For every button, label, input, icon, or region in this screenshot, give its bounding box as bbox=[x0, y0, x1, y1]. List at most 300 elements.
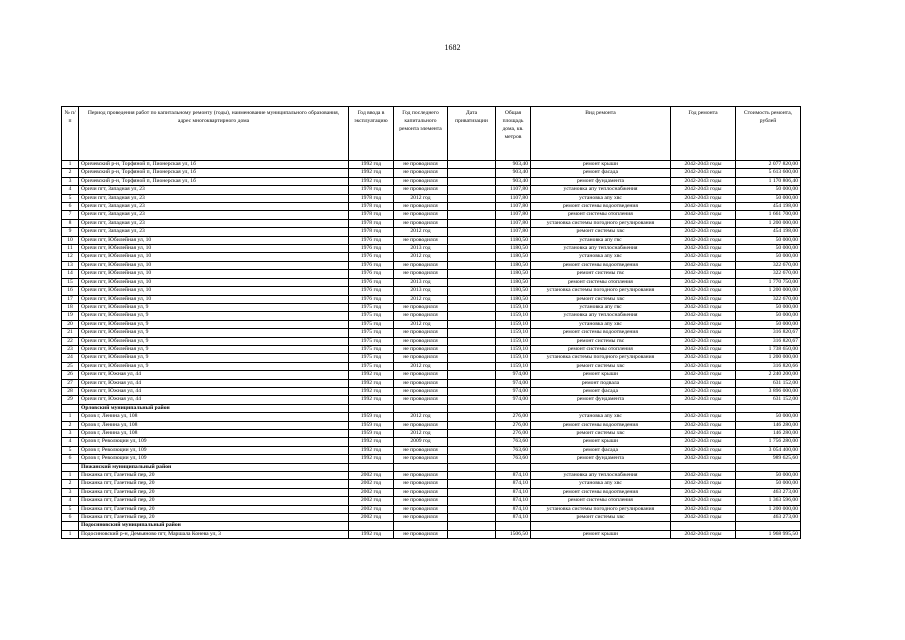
row-cost: 2 240 200,00 bbox=[736, 371, 801, 379]
row-last-repair: не проводился bbox=[394, 371, 448, 379]
row-address: Оричи пгт, Юбилейная ул, 10 bbox=[79, 287, 349, 295]
row-address: Оричевский р-н, Торфяной п, Пионерская ул, 1б bbox=[79, 177, 349, 185]
row-last-repair: не проводился bbox=[394, 472, 448, 480]
table-row bbox=[62, 497, 801, 505]
row-repair-type: установка апу хвс bbox=[531, 320, 671, 328]
table-row bbox=[62, 203, 801, 211]
row-last-repair: не проводился bbox=[394, 303, 448, 311]
row-last-repair: не проводился bbox=[394, 446, 448, 454]
row-area: 763,60 bbox=[496, 455, 531, 463]
row-repair-type: ремонт фасада bbox=[531, 169, 671, 177]
row-privatization bbox=[448, 329, 496, 337]
row-last-repair: 2012 год bbox=[394, 320, 448, 328]
section-empty-cell bbox=[349, 463, 394, 471]
row-cost: 50 000,00 bbox=[736, 413, 801, 421]
row-built: 2002 год bbox=[349, 505, 394, 513]
row-repair-year: 2042-2043 годы bbox=[671, 354, 736, 362]
row-area: 1159,10 bbox=[496, 329, 531, 337]
row-privatization bbox=[448, 270, 496, 278]
row-repair-type: установка апу теплоснабжения bbox=[531, 472, 671, 480]
table-row bbox=[62, 455, 801, 463]
section-row bbox=[62, 463, 801, 471]
row-cost: 322 670,00 bbox=[736, 270, 801, 278]
row-privatization bbox=[448, 345, 496, 353]
row-built: 1976 год bbox=[349, 261, 394, 269]
row-privatization bbox=[448, 396, 496, 404]
row-last-repair: не проводился bbox=[394, 497, 448, 505]
table-body bbox=[62, 161, 801, 539]
row-privatization bbox=[448, 194, 496, 202]
row-address: Пижанка пгт, Газетный пер, 20 bbox=[79, 488, 349, 496]
row-address: Орлов г, Ленина ул, 108 bbox=[79, 421, 349, 429]
row-last-repair: 2013 год bbox=[394, 278, 448, 286]
table-row bbox=[62, 320, 801, 328]
table-row bbox=[62, 413, 801, 421]
row-num: 5 bbox=[62, 194, 79, 202]
row-num: 3 bbox=[62, 488, 79, 496]
row-num: 5 bbox=[62, 446, 79, 454]
table-row bbox=[62, 379, 801, 387]
table-row bbox=[62, 337, 801, 345]
row-cost: 463 273,00 bbox=[736, 488, 801, 496]
row-repair-type: ремонт системы отопления bbox=[531, 211, 671, 219]
row-last-repair: не проводился bbox=[394, 354, 448, 362]
table-row bbox=[62, 530, 801, 538]
section-num-cell bbox=[62, 522, 79, 530]
row-repair-year: 2042-2043 годы bbox=[671, 472, 736, 480]
row-num: 19 bbox=[62, 312, 79, 320]
row-repair-type: ремонт системы хвс bbox=[531, 295, 671, 303]
row-last-repair: не проводился bbox=[394, 203, 448, 211]
repair-register-table bbox=[61, 106, 801, 539]
row-privatization bbox=[448, 261, 496, 269]
row-repair-type: установка апу теплоснабжения bbox=[531, 312, 671, 320]
row-num: 4 bbox=[62, 186, 79, 194]
section-empty-cell bbox=[736, 404, 801, 412]
row-repair-type: ремонт крыши bbox=[531, 530, 671, 538]
row-last-repair: не проводился bbox=[394, 345, 448, 353]
row-last-repair: 2012 год bbox=[394, 295, 448, 303]
row-repair-type: установка системы погодного регулирования bbox=[531, 354, 671, 362]
row-repair-year: 2042-2043 годы bbox=[671, 295, 736, 303]
header-last-repair: Год последнего капитального ремонта элемента bbox=[394, 107, 448, 161]
row-privatization bbox=[448, 312, 496, 320]
row-address: Оричи пгт, Юбилейная ул, 10 bbox=[79, 295, 349, 303]
row-built: 1978 год bbox=[349, 228, 394, 236]
row-built: 1992 год bbox=[349, 530, 394, 538]
row-privatization bbox=[448, 472, 496, 480]
row-num: 6 bbox=[62, 455, 79, 463]
row-repair-type: установка апу хвс bbox=[531, 253, 671, 261]
row-privatization bbox=[448, 228, 496, 236]
row-built: 1992 год bbox=[349, 177, 394, 185]
row-area: 1159,10 bbox=[496, 362, 531, 370]
row-last-repair: не проводился bbox=[394, 236, 448, 244]
row-cost: 50 000,00 bbox=[736, 194, 801, 202]
row-address: Пижанка пгт, Газетный пер, 20 bbox=[79, 472, 349, 480]
section-title: Подосиновский муниципальный район bbox=[79, 522, 349, 530]
table-row bbox=[62, 219, 801, 227]
row-privatization bbox=[448, 211, 496, 219]
row-cost: 50 000,00 bbox=[736, 312, 801, 320]
row-repair-year: 2042-2043 годы bbox=[671, 261, 736, 269]
row-num: 5 bbox=[62, 505, 79, 513]
table-row bbox=[62, 245, 801, 253]
row-last-repair: 2013 год bbox=[394, 245, 448, 253]
row-area: 974,00 bbox=[496, 396, 531, 404]
row-privatization bbox=[448, 219, 496, 227]
row-repair-type: установка апу гвс bbox=[531, 236, 671, 244]
row-repair-year: 2042-2043 годы bbox=[671, 203, 736, 211]
row-cost: 50 000,00 bbox=[736, 472, 801, 480]
table-row bbox=[62, 312, 801, 320]
section-empty-cell bbox=[394, 404, 448, 412]
row-area: 763,60 bbox=[496, 446, 531, 454]
row-last-repair: не проводился bbox=[394, 211, 448, 219]
row-area: 1180,50 bbox=[496, 245, 531, 253]
row-cost: 631 152,00 bbox=[736, 396, 801, 404]
row-built: 1992 год bbox=[349, 169, 394, 177]
row-built: 1992 год bbox=[349, 446, 394, 454]
row-cost: 1 661 700,00 bbox=[736, 211, 801, 219]
row-area: 1506,50 bbox=[496, 530, 531, 538]
row-repair-year: 2042-2043 годы bbox=[671, 371, 736, 379]
row-address: Оричи пгт, Юбилейная ул, 10 bbox=[79, 236, 349, 244]
row-built: 1976 год bbox=[349, 287, 394, 295]
table-row bbox=[62, 488, 801, 496]
section-num-cell bbox=[62, 463, 79, 471]
row-repair-type: установка апу теплоснабжения bbox=[531, 245, 671, 253]
row-last-repair: 2012 год bbox=[394, 413, 448, 421]
row-built: 1975 год bbox=[349, 354, 394, 362]
row-address: Оричи пгт, Юбилейная ул, 9 bbox=[79, 354, 349, 362]
row-built: 1992 год bbox=[349, 396, 394, 404]
row-area: 874,10 bbox=[496, 472, 531, 480]
row-last-repair: не проводился bbox=[394, 455, 448, 463]
row-area: 1107,80 bbox=[496, 211, 531, 219]
section-empty-cell bbox=[394, 463, 448, 471]
row-address: Оричи пгт, Южная ул, 44 bbox=[79, 379, 349, 387]
row-built: 2002 год bbox=[349, 480, 394, 488]
row-area: 974,00 bbox=[496, 379, 531, 387]
row-address: Оричи пгт, Южная ул, 44 bbox=[79, 387, 349, 395]
row-repair-type: установка апу хвс bbox=[531, 194, 671, 202]
row-cost: 50 000,00 bbox=[736, 253, 801, 261]
row-address: Оричи пгт, Юбилейная ул, 10 bbox=[79, 261, 349, 269]
row-repair-type: ремонт фундамента bbox=[531, 177, 671, 185]
header-area: Общая площадь дома, кв. метров bbox=[496, 107, 531, 161]
row-built: 1959 год bbox=[349, 413, 394, 421]
row-area: 1159,10 bbox=[496, 303, 531, 311]
row-privatization bbox=[448, 430, 496, 438]
row-privatization bbox=[448, 161, 496, 169]
section-empty-cell bbox=[349, 522, 394, 530]
section-row bbox=[62, 522, 801, 530]
row-privatization bbox=[448, 455, 496, 463]
row-last-repair: не проводился bbox=[394, 169, 448, 177]
row-cost: 1 200 000,00 bbox=[736, 287, 801, 295]
row-privatization bbox=[448, 245, 496, 253]
row-area: 276,00 bbox=[496, 430, 531, 438]
row-num: 25 bbox=[62, 362, 79, 370]
row-repair-year: 2042-2043 годы bbox=[671, 278, 736, 286]
row-built: 1975 год bbox=[349, 337, 394, 345]
row-repair-year: 2042-2043 годы bbox=[671, 345, 736, 353]
row-area: 974,00 bbox=[496, 387, 531, 395]
row-area: 276,00 bbox=[496, 421, 531, 429]
row-address: Пижанка пгт, Газетный пер, 20 bbox=[79, 497, 349, 505]
row-repair-year: 2042-2043 годы bbox=[671, 287, 736, 295]
row-cost: 146 280,00 bbox=[736, 430, 801, 438]
row-num: 23 bbox=[62, 345, 79, 353]
row-repair-year: 2042-2043 годы bbox=[671, 312, 736, 320]
row-cost: 1 200 000,00 bbox=[736, 354, 801, 362]
row-privatization bbox=[448, 480, 496, 488]
row-last-repair: 2009 год bbox=[394, 438, 448, 446]
row-num: 9 bbox=[62, 228, 79, 236]
row-repair-type: ремонт фасада bbox=[531, 446, 671, 454]
row-privatization bbox=[448, 177, 496, 185]
row-last-repair: не проводился bbox=[394, 488, 448, 496]
row-cost: 322 670,00 bbox=[736, 295, 801, 303]
row-repair-type: установка системы погодного регулирования bbox=[531, 287, 671, 295]
row-built: 1976 год bbox=[349, 253, 394, 261]
table-row bbox=[62, 236, 801, 244]
row-cost: 631 152,00 bbox=[736, 379, 801, 387]
table-row bbox=[62, 253, 801, 261]
row-repair-year: 2042-2043 годы bbox=[671, 236, 736, 244]
row-privatization bbox=[448, 488, 496, 496]
row-num: 26 bbox=[62, 371, 79, 379]
row-last-repair: 2012 год bbox=[394, 228, 448, 236]
row-cost: 463 273,00 bbox=[736, 514, 801, 522]
row-area: 874,10 bbox=[496, 497, 531, 505]
row-built: 1975 год bbox=[349, 312, 394, 320]
row-cost: 454 198,00 bbox=[736, 228, 801, 236]
row-repair-type: ремонт подвала bbox=[531, 379, 671, 387]
row-privatization bbox=[448, 362, 496, 370]
table-row bbox=[62, 211, 801, 219]
row-num: 1 bbox=[62, 530, 79, 538]
row-last-repair: не проводился bbox=[394, 270, 448, 278]
row-built: 1976 год bbox=[349, 245, 394, 253]
row-last-repair: не проводился bbox=[394, 379, 448, 387]
row-last-repair: не проводился bbox=[394, 514, 448, 522]
row-built: 2002 год bbox=[349, 514, 394, 522]
row-last-repair: 2012 год bbox=[394, 194, 448, 202]
row-area: 874,10 bbox=[496, 480, 531, 488]
row-last-repair: не проводился bbox=[394, 312, 448, 320]
table-row bbox=[62, 278, 801, 286]
row-last-repair: не проводился bbox=[394, 329, 448, 337]
row-repair-type: установка системы погодного регулирования bbox=[531, 219, 671, 227]
row-address: Орлов г, Революции ул, 109 bbox=[79, 438, 349, 446]
row-num: 24 bbox=[62, 354, 79, 362]
table-row bbox=[62, 387, 801, 395]
row-repair-year: 2042-2043 годы bbox=[671, 430, 736, 438]
row-repair-year: 2042-2043 годы bbox=[671, 387, 736, 395]
row-cost: 316 820,67 bbox=[736, 337, 801, 345]
row-cost: 1 170 806,40 bbox=[736, 177, 801, 185]
table-row bbox=[62, 177, 801, 185]
row-area: 1159,10 bbox=[496, 337, 531, 345]
section-row bbox=[62, 404, 801, 412]
row-repair-year: 2042-2043 годы bbox=[671, 362, 736, 370]
row-address: Оричи пгт, Западная ул, 23 bbox=[79, 211, 349, 219]
row-repair-type: ремонт системы хвс bbox=[531, 228, 671, 236]
row-address: Оричи пгт, Юбилейная ул, 10 bbox=[79, 278, 349, 286]
row-cost: 3 896 000,00 bbox=[736, 387, 801, 395]
row-area: 1159,10 bbox=[496, 354, 531, 362]
row-repair-year: 2042-2043 годы bbox=[671, 337, 736, 345]
row-repair-type: ремонт системы отопления bbox=[531, 497, 671, 505]
row-cost: 1 200 000,00 bbox=[736, 219, 801, 227]
row-num: 2 bbox=[62, 169, 79, 177]
row-cost: 454 198,00 bbox=[736, 203, 801, 211]
row-last-repair: 2012 год bbox=[394, 253, 448, 261]
row-repair-year: 2042-2043 годы bbox=[671, 530, 736, 538]
row-cost: 1 756 280,00 bbox=[736, 438, 801, 446]
row-num: 2 bbox=[62, 480, 79, 488]
row-last-repair: не проводился bbox=[394, 421, 448, 429]
table-row bbox=[62, 438, 801, 446]
row-repair-type: ремонт системы водоотведения bbox=[531, 421, 671, 429]
header-address: Период проведения работ по капитальному ремонту (годы), наименование муниципального образования, адрес многоквартирного дома bbox=[79, 107, 349, 161]
row-repair-year: 2042-2043 годы bbox=[671, 413, 736, 421]
row-num: 28 bbox=[62, 387, 79, 395]
section-empty-cell bbox=[496, 404, 531, 412]
row-repair-type: ремонт крыши bbox=[531, 438, 671, 446]
row-built: 1976 год bbox=[349, 278, 394, 286]
row-last-repair: 2013 год bbox=[394, 287, 448, 295]
table-row bbox=[62, 362, 801, 370]
row-last-repair: не проводился bbox=[394, 387, 448, 395]
page-number: 1682 bbox=[444, 43, 461, 52]
row-built: 2002 год bbox=[349, 472, 394, 480]
row-built: 2002 год bbox=[349, 488, 394, 496]
row-repair-year: 2042-2043 годы bbox=[671, 488, 736, 496]
row-built: 1992 год bbox=[349, 161, 394, 169]
row-repair-type: установка апу хвс bbox=[531, 480, 671, 488]
section-empty-cell bbox=[671, 404, 736, 412]
row-num: 15 bbox=[62, 278, 79, 286]
row-repair-year: 2042-2043 годы bbox=[671, 455, 736, 463]
header-num: № п/п bbox=[62, 107, 79, 161]
row-cost: 989 625,60 bbox=[736, 455, 801, 463]
row-num: 12 bbox=[62, 253, 79, 261]
row-area: 1180,50 bbox=[496, 278, 531, 286]
row-repair-type: ремонт системы водоотведения bbox=[531, 261, 671, 269]
row-privatization bbox=[448, 387, 496, 395]
table-row bbox=[62, 421, 801, 429]
row-repair-type: ремонт системы гвс bbox=[531, 270, 671, 278]
row-privatization bbox=[448, 203, 496, 211]
row-repair-type: установка апу хвс bbox=[531, 413, 671, 421]
row-repair-type: ремонт системы отопления bbox=[531, 278, 671, 286]
row-num: 10 bbox=[62, 236, 79, 244]
row-address: Оричи пгт, Юбилейная ул, 10 bbox=[79, 253, 349, 261]
table-header-row bbox=[62, 107, 801, 161]
row-privatization bbox=[448, 421, 496, 429]
row-repair-year: 2042-2043 годы bbox=[671, 396, 736, 404]
row-last-repair: не проводился bbox=[394, 505, 448, 513]
row-last-repair: не проводился bbox=[394, 186, 448, 194]
row-cost: 1 738 650,00 bbox=[736, 345, 801, 353]
row-address: Оричевский р-н, Торфяной п, Пионерская ул, 1б bbox=[79, 161, 349, 169]
row-num: 4 bbox=[62, 438, 79, 446]
table-row bbox=[62, 396, 801, 404]
row-area: 276,00 bbox=[496, 413, 531, 421]
table-row bbox=[62, 161, 801, 169]
row-area: 1107,80 bbox=[496, 228, 531, 236]
row-cost: 50 000,00 bbox=[736, 303, 801, 311]
row-area: 1159,10 bbox=[496, 320, 531, 328]
table-row bbox=[62, 345, 801, 353]
section-num-cell bbox=[62, 404, 79, 412]
row-repair-year: 2042-2043 годы bbox=[671, 505, 736, 513]
table-row bbox=[62, 472, 801, 480]
row-address: Орлов г, Ленина ул, 108 bbox=[79, 430, 349, 438]
row-area: 874,10 bbox=[496, 505, 531, 513]
row-repair-year: 2042-2043 годы bbox=[671, 169, 736, 177]
section-title: Пижанский муниципальный район bbox=[79, 463, 349, 471]
row-area: 1180,50 bbox=[496, 236, 531, 244]
row-cost: 3 054 400,00 bbox=[736, 446, 801, 454]
row-privatization bbox=[448, 320, 496, 328]
row-privatization bbox=[448, 287, 496, 295]
row-privatization bbox=[448, 530, 496, 538]
row-repair-year: 2042-2043 годы bbox=[671, 303, 736, 311]
section-empty-cell bbox=[349, 404, 394, 412]
row-num: 1 bbox=[62, 161, 79, 169]
row-repair-type: ремонт крыши bbox=[531, 371, 671, 379]
table-row bbox=[62, 430, 801, 438]
row-repair-year: 2042-2043 годы bbox=[671, 253, 736, 261]
row-last-repair: не проводился bbox=[394, 530, 448, 538]
row-num: 13 bbox=[62, 261, 79, 269]
table-row bbox=[62, 295, 801, 303]
row-num: 2 bbox=[62, 421, 79, 429]
row-num: 7 bbox=[62, 211, 79, 219]
section-empty-cell bbox=[531, 404, 671, 412]
row-area: 903,40 bbox=[496, 161, 531, 169]
row-privatization bbox=[448, 295, 496, 303]
row-num: 6 bbox=[62, 203, 79, 211]
row-cost: 1 968 995,50 bbox=[736, 530, 801, 538]
section-empty-cell bbox=[671, 522, 736, 530]
row-cost: 1 200 000,00 bbox=[736, 505, 801, 513]
row-repair-year: 2042-2043 годы bbox=[671, 421, 736, 429]
row-area: 1180,50 bbox=[496, 287, 531, 295]
row-address: Оричи пгт, Западная ул, 23 bbox=[79, 203, 349, 211]
row-built: 1976 год bbox=[349, 295, 394, 303]
row-last-repair: не проводился bbox=[394, 480, 448, 488]
row-repair-year: 2042-2043 годы bbox=[671, 497, 736, 505]
row-num: 6 bbox=[62, 514, 79, 522]
row-address: Оричи пгт, Юбилейная ул, 9 bbox=[79, 329, 349, 337]
row-last-repair: не проводился bbox=[394, 161, 448, 169]
row-num: 11 bbox=[62, 245, 79, 253]
row-built: 1959 год bbox=[349, 430, 394, 438]
table-row bbox=[62, 446, 801, 454]
row-repair-type: установка апу теплоснабжения bbox=[531, 186, 671, 194]
row-privatization bbox=[448, 354, 496, 362]
row-privatization bbox=[448, 303, 496, 311]
row-built: 1975 год bbox=[349, 303, 394, 311]
row-built: 1992 год bbox=[349, 455, 394, 463]
row-address: Оричи пгт, Южная ул, 44 bbox=[79, 396, 349, 404]
row-num: 1 bbox=[62, 472, 79, 480]
